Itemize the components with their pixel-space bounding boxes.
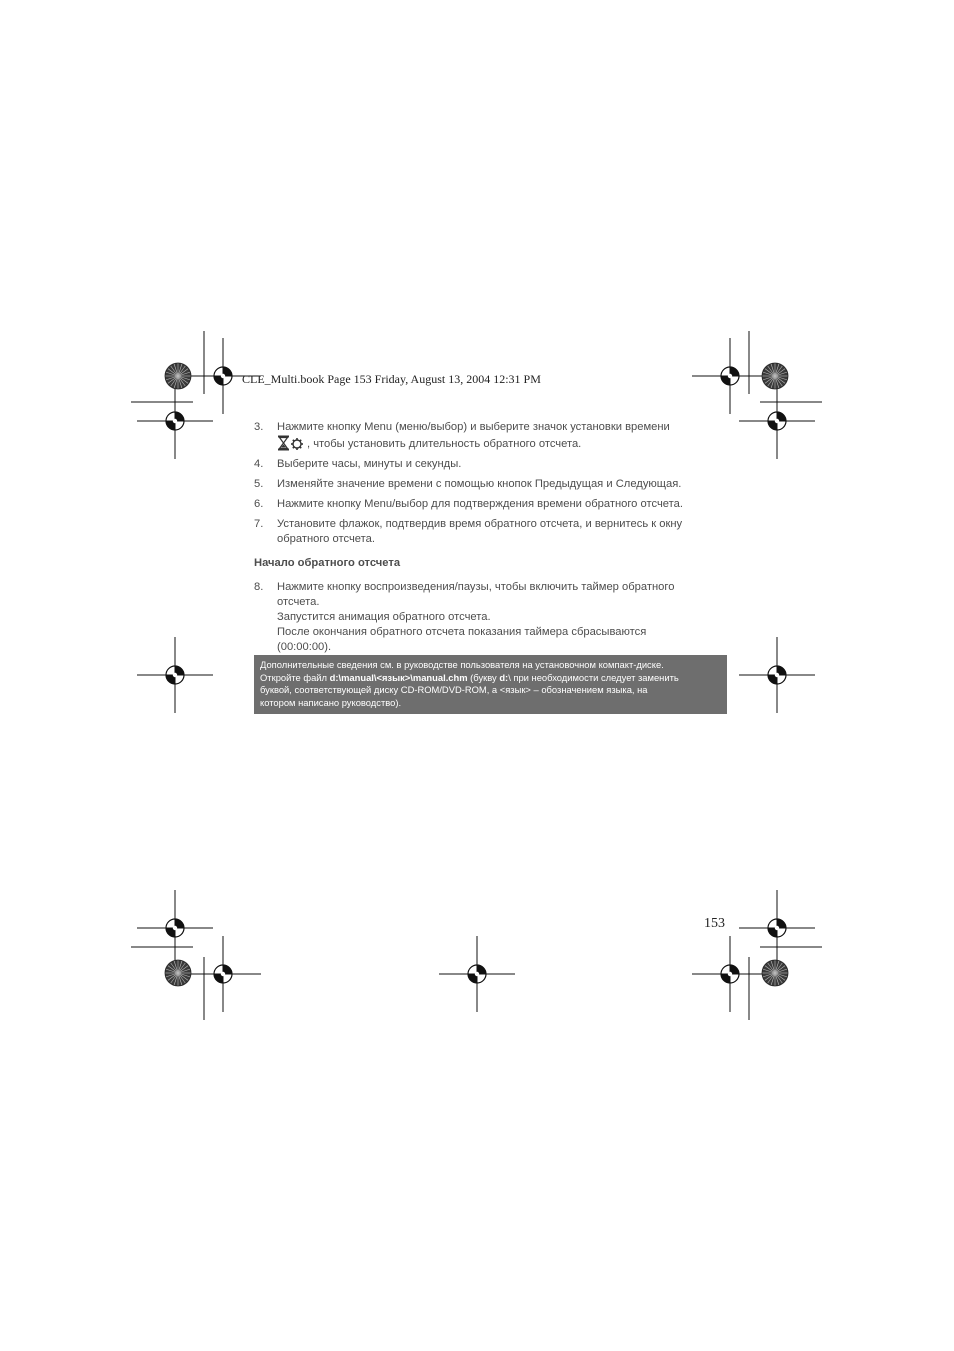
note-text: (букву — [467, 671, 500, 683]
step-number: 5. — [254, 478, 264, 490]
step-text: Установите флажок, подтвердив время обратного отсчета, и вернитесь к окну — [277, 518, 683, 530]
step-number: 6. — [254, 498, 264, 510]
note-line: котором написано руководство). — [260, 696, 402, 708]
registration-mark-bottom-right — [692, 936, 768, 1012]
registration-mark-top-right — [692, 338, 768, 414]
step-text-continued: отсчета. — [277, 596, 320, 608]
registration-mark-bottom-left — [185, 936, 261, 1012]
step-number: 7. — [254, 518, 264, 530]
note-line: Дополнительные сведения см. в руководстве пользователя на установочном компакт-диске. — [260, 659, 664, 670]
section-heading: Начало обратного отсчета — [254, 557, 401, 569]
step-3 — [254, 420, 728, 452]
starburst-bottom-right — [762, 960, 788, 986]
step-result-text: (00:00:00). — [277, 641, 332, 653]
step-number: 4. — [254, 458, 264, 470]
step-text-continued — [277, 435, 728, 452]
step-7 — [254, 517, 728, 547]
note-line: буквой, соответствующей диску CD-ROM/DVD-ROM, а <язык> – обозначением языка, на — [260, 684, 648, 695]
step-text: Нажмите кнопку Menu (меню/выбор) и выберите значок установки времени — [277, 421, 670, 433]
step-number: 8. — [254, 581, 264, 593]
note-box — [254, 655, 727, 714]
step-8 — [254, 580, 728, 655]
step-6 — [254, 497, 728, 512]
step-4 — [254, 457, 728, 472]
starburst-top-right — [762, 363, 788, 389]
book-header-line: CLE_Multi.book Page 153 Friday, August 13, 2004 12:31 PM — [242, 372, 541, 386]
instructions-content — [254, 420, 728, 660]
note-line — [260, 672, 721, 685]
note-file-path: d:\manual\<язык>\manual.chm — [329, 671, 468, 683]
registration-mark-left-lower — [137, 890, 213, 966]
hourglass-gear-icon — [277, 435, 307, 451]
starburst-top-left — [165, 363, 191, 389]
registration-mark-bottom-center — [439, 936, 515, 1012]
step-result-text: Запустится анимация обратного отсчета. — [277, 611, 491, 623]
page-number: 153 — [704, 916, 725, 931]
note-text: \ при необходимости следует заменить — [508, 671, 679, 683]
step-number: 3. — [254, 421, 264, 433]
registration-mark-left-upper — [137, 383, 213, 459]
registration-mark-right-upper — [739, 383, 815, 459]
step-5 — [254, 477, 728, 492]
starburst-bottom-left — [165, 960, 191, 986]
step-result-text: После окончания обратного отсчета показания таймера сбрасываются — [277, 626, 647, 638]
note-drive-letter: d: — [499, 671, 509, 683]
registration-mark-left-middle — [137, 637, 213, 713]
step-text-continued: обратного отсчета. — [277, 533, 375, 545]
registration-mark-right-lower — [739, 890, 815, 966]
step-text: Выберите часы, минуты и секунды. — [277, 458, 462, 470]
step-text: Нажмите кнопку Menu/выбор для подтверждения времени обратного отсчета. — [277, 498, 683, 510]
step-text: Нажмите кнопку воспроизведения/паузы, чтобы включить таймер обратного — [277, 581, 675, 593]
step-text: Изменяйте значение времени с помощью кнопок Предыдущая и Следующая. — [277, 478, 682, 490]
step-text-tail: , чтобы установить длительность обратного отсчета. — [307, 438, 582, 450]
registration-mark-right-middle — [739, 637, 815, 713]
note-text: Откройте файл — [260, 671, 330, 683]
